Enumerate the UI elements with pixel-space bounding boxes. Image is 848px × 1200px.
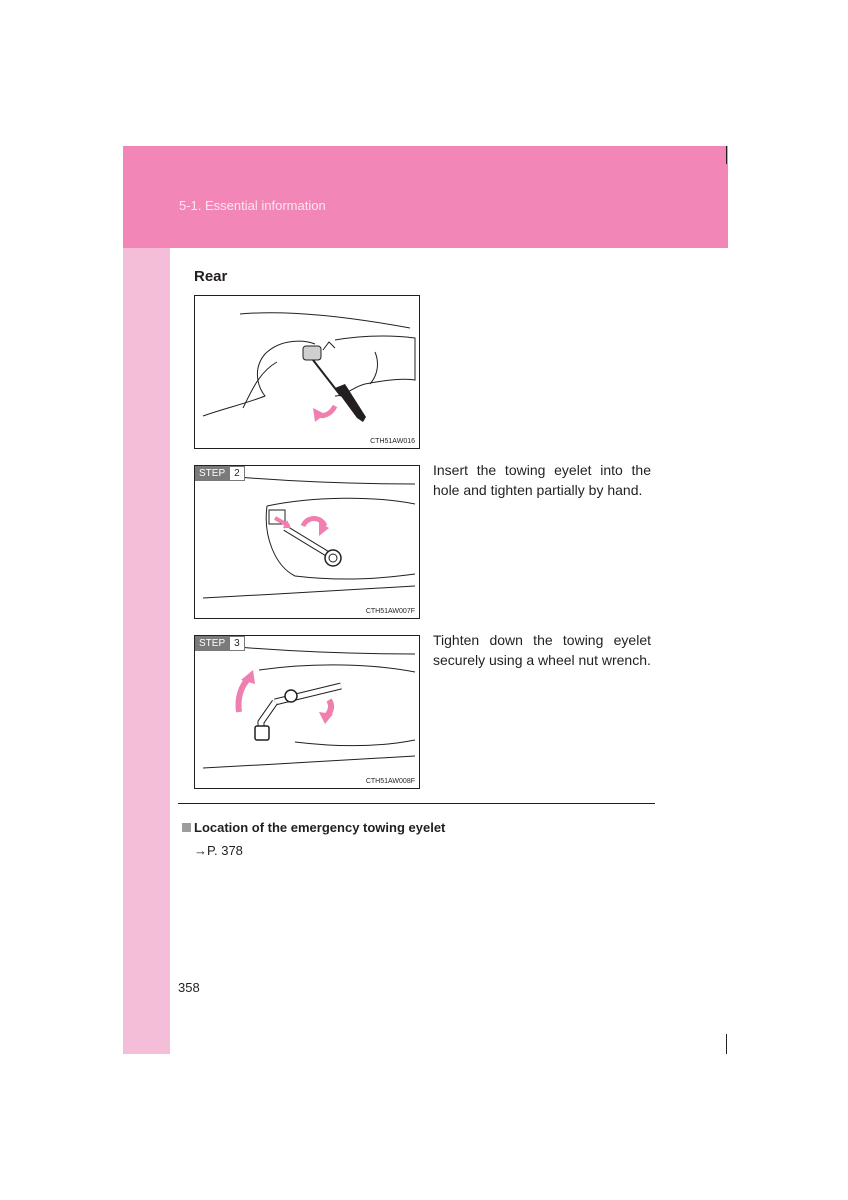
step-word: STEP	[195, 466, 229, 481]
figure-code: CTH51AW007F	[365, 608, 415, 615]
figure-code: CTH51AW008F	[365, 778, 415, 785]
figure-step-3	[194, 635, 420, 789]
step-badge	[195, 636, 245, 651]
step-word: STEP	[195, 636, 229, 651]
cover-removal-illustration	[195, 296, 421, 450]
section-divider	[178, 803, 655, 804]
chapter-section-title: 5-1. Essential information	[179, 198, 326, 213]
crop-mark-bottom	[726, 1034, 727, 1054]
figure-remove-cover	[194, 295, 420, 449]
step-number: 2	[229, 466, 245, 481]
side-color-strip	[123, 248, 170, 1054]
square-bullet-icon	[182, 823, 191, 832]
step-number: 3	[229, 636, 245, 651]
figure-step-2	[194, 465, 420, 619]
step-3-instruction: Tighten down the towing eyelet securely using a wheel nut wrench.	[433, 632, 651, 668]
page-reference-link[interactable]: →P. 378	[194, 843, 243, 858]
step-2-instruction: Insert the towing eyelet into the hole and tighten partially by hand.	[433, 462, 651, 498]
chapter-header	[123, 146, 728, 248]
section-title: Rear	[194, 268, 228, 285]
figure-code: CTH51AW016	[370, 438, 415, 445]
note-title-text: Location of the emergency towing eyelet	[194, 820, 446, 835]
crop-mark-top	[726, 146, 727, 164]
insert-eyelet-illustration	[195, 466, 421, 620]
note-heading	[182, 820, 445, 835]
step-badge	[195, 466, 245, 481]
tighten-eyelet-illustration	[195, 636, 421, 790]
page-number: 358	[178, 980, 200, 995]
